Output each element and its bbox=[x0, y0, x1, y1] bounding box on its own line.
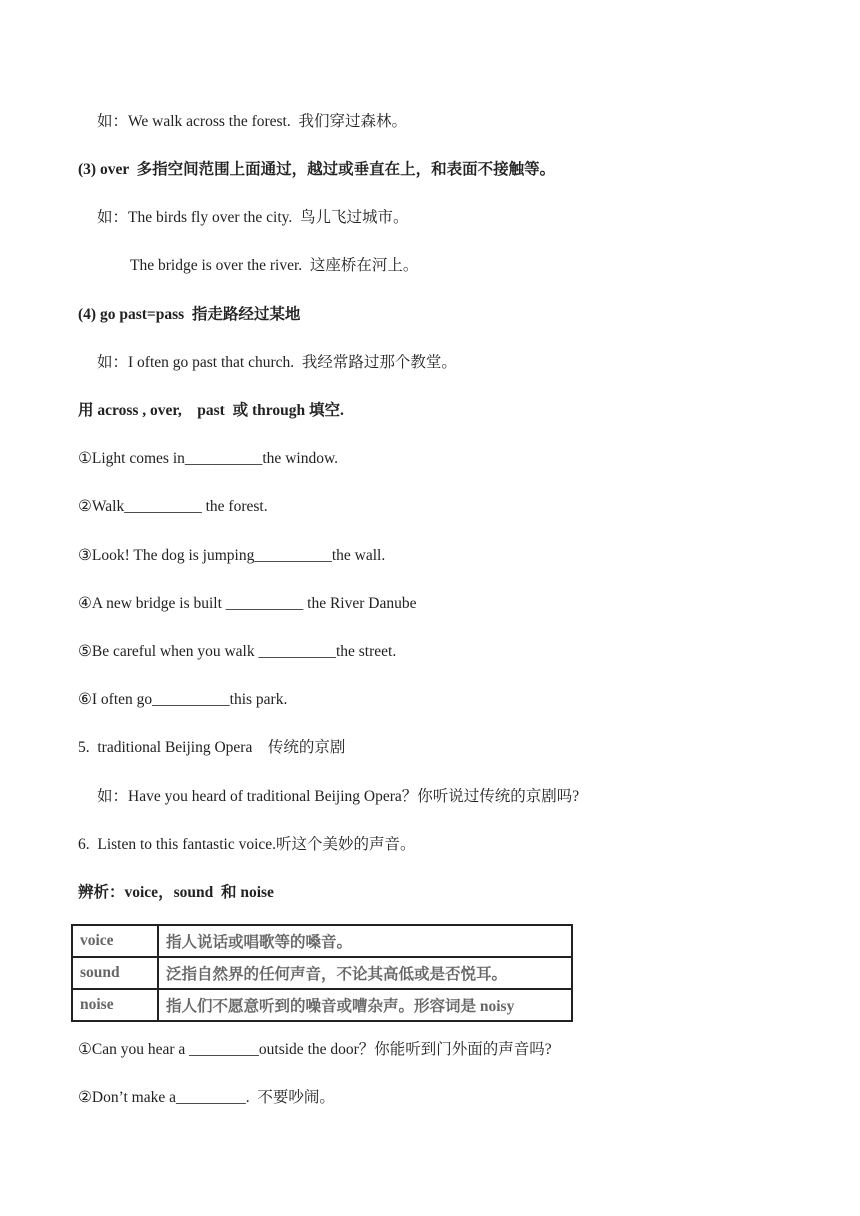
example-go-past: 如：I often go past that church. 我经常路过那个教堂。 bbox=[97, 354, 457, 371]
example-beijing-opera: 如：Have you heard of traditional Beijing Opera？你听说过传统的京剧吗? bbox=[97, 788, 580, 805]
comparison-table bbox=[71, 924, 573, 1022]
table-description-cell: 泛指自然界的任何声音，不论其高低或是否悦耳。 bbox=[158, 957, 572, 989]
exercise-item-6: ⑥I often go__________this park. bbox=[78, 691, 288, 708]
example-across: 如：We walk across the forest. 我们穿过森林。 bbox=[97, 113, 407, 130]
heading-go-past: (4) go past=pass 指走路经过某地 bbox=[78, 306, 301, 323]
example-over-2: The bridge is over the river. 这座桥在河上。 bbox=[130, 257, 419, 274]
exercise-instruction: 用 across , over, past 或 through 填空. bbox=[78, 402, 344, 419]
table-row bbox=[72, 925, 572, 957]
heading-over: (3) over 多指空间范围上面通过，越过或垂直在上，和表面不接触等。 bbox=[78, 161, 556, 178]
exercise-item-3: ③Look! The dog is jumping__________the wall. bbox=[78, 547, 386, 564]
table-word-cell: voice bbox=[72, 925, 158, 957]
table-description-cell: 指人说话或唱歌等的嗓音。 bbox=[158, 925, 572, 957]
exercise-item-4: ④A new bridge is built __________ the River Danube bbox=[78, 595, 417, 612]
table-row bbox=[72, 989, 572, 1021]
table-word-cell: sound bbox=[72, 957, 158, 989]
table-description-cell: 指人们不愿意听到的噪音或嘈杂声。形容词是 noisy bbox=[158, 989, 572, 1021]
comparison-heading: 辨析：voice，sound 和 noise bbox=[78, 884, 274, 901]
section-5-title: 5. traditional Beijing Opera 传统的京剧 bbox=[78, 739, 346, 756]
example-over-1: 如：The birds fly over the city. 鸟儿飞过城市。 bbox=[97, 209, 409, 226]
practice-item-2: ②Don’t make a_________. 不要吵闹。 bbox=[78, 1089, 335, 1106]
table-word-cell: noise bbox=[72, 989, 158, 1021]
practice-item-1: ①Can you hear a _________outside the door？你能听到门外面的声音吗? bbox=[78, 1041, 552, 1058]
exercise-item-5: ⑤Be careful when you walk __________the street. bbox=[78, 643, 397, 660]
exercise-item-1: ①Light comes in__________the window. bbox=[78, 450, 339, 467]
section-6-title: 6. Listen to this fantastic voice.听这个美妙的声音。 bbox=[78, 836, 416, 853]
table-row bbox=[72, 957, 572, 989]
exercise-item-2: ②Walk__________ the forest. bbox=[78, 498, 268, 515]
